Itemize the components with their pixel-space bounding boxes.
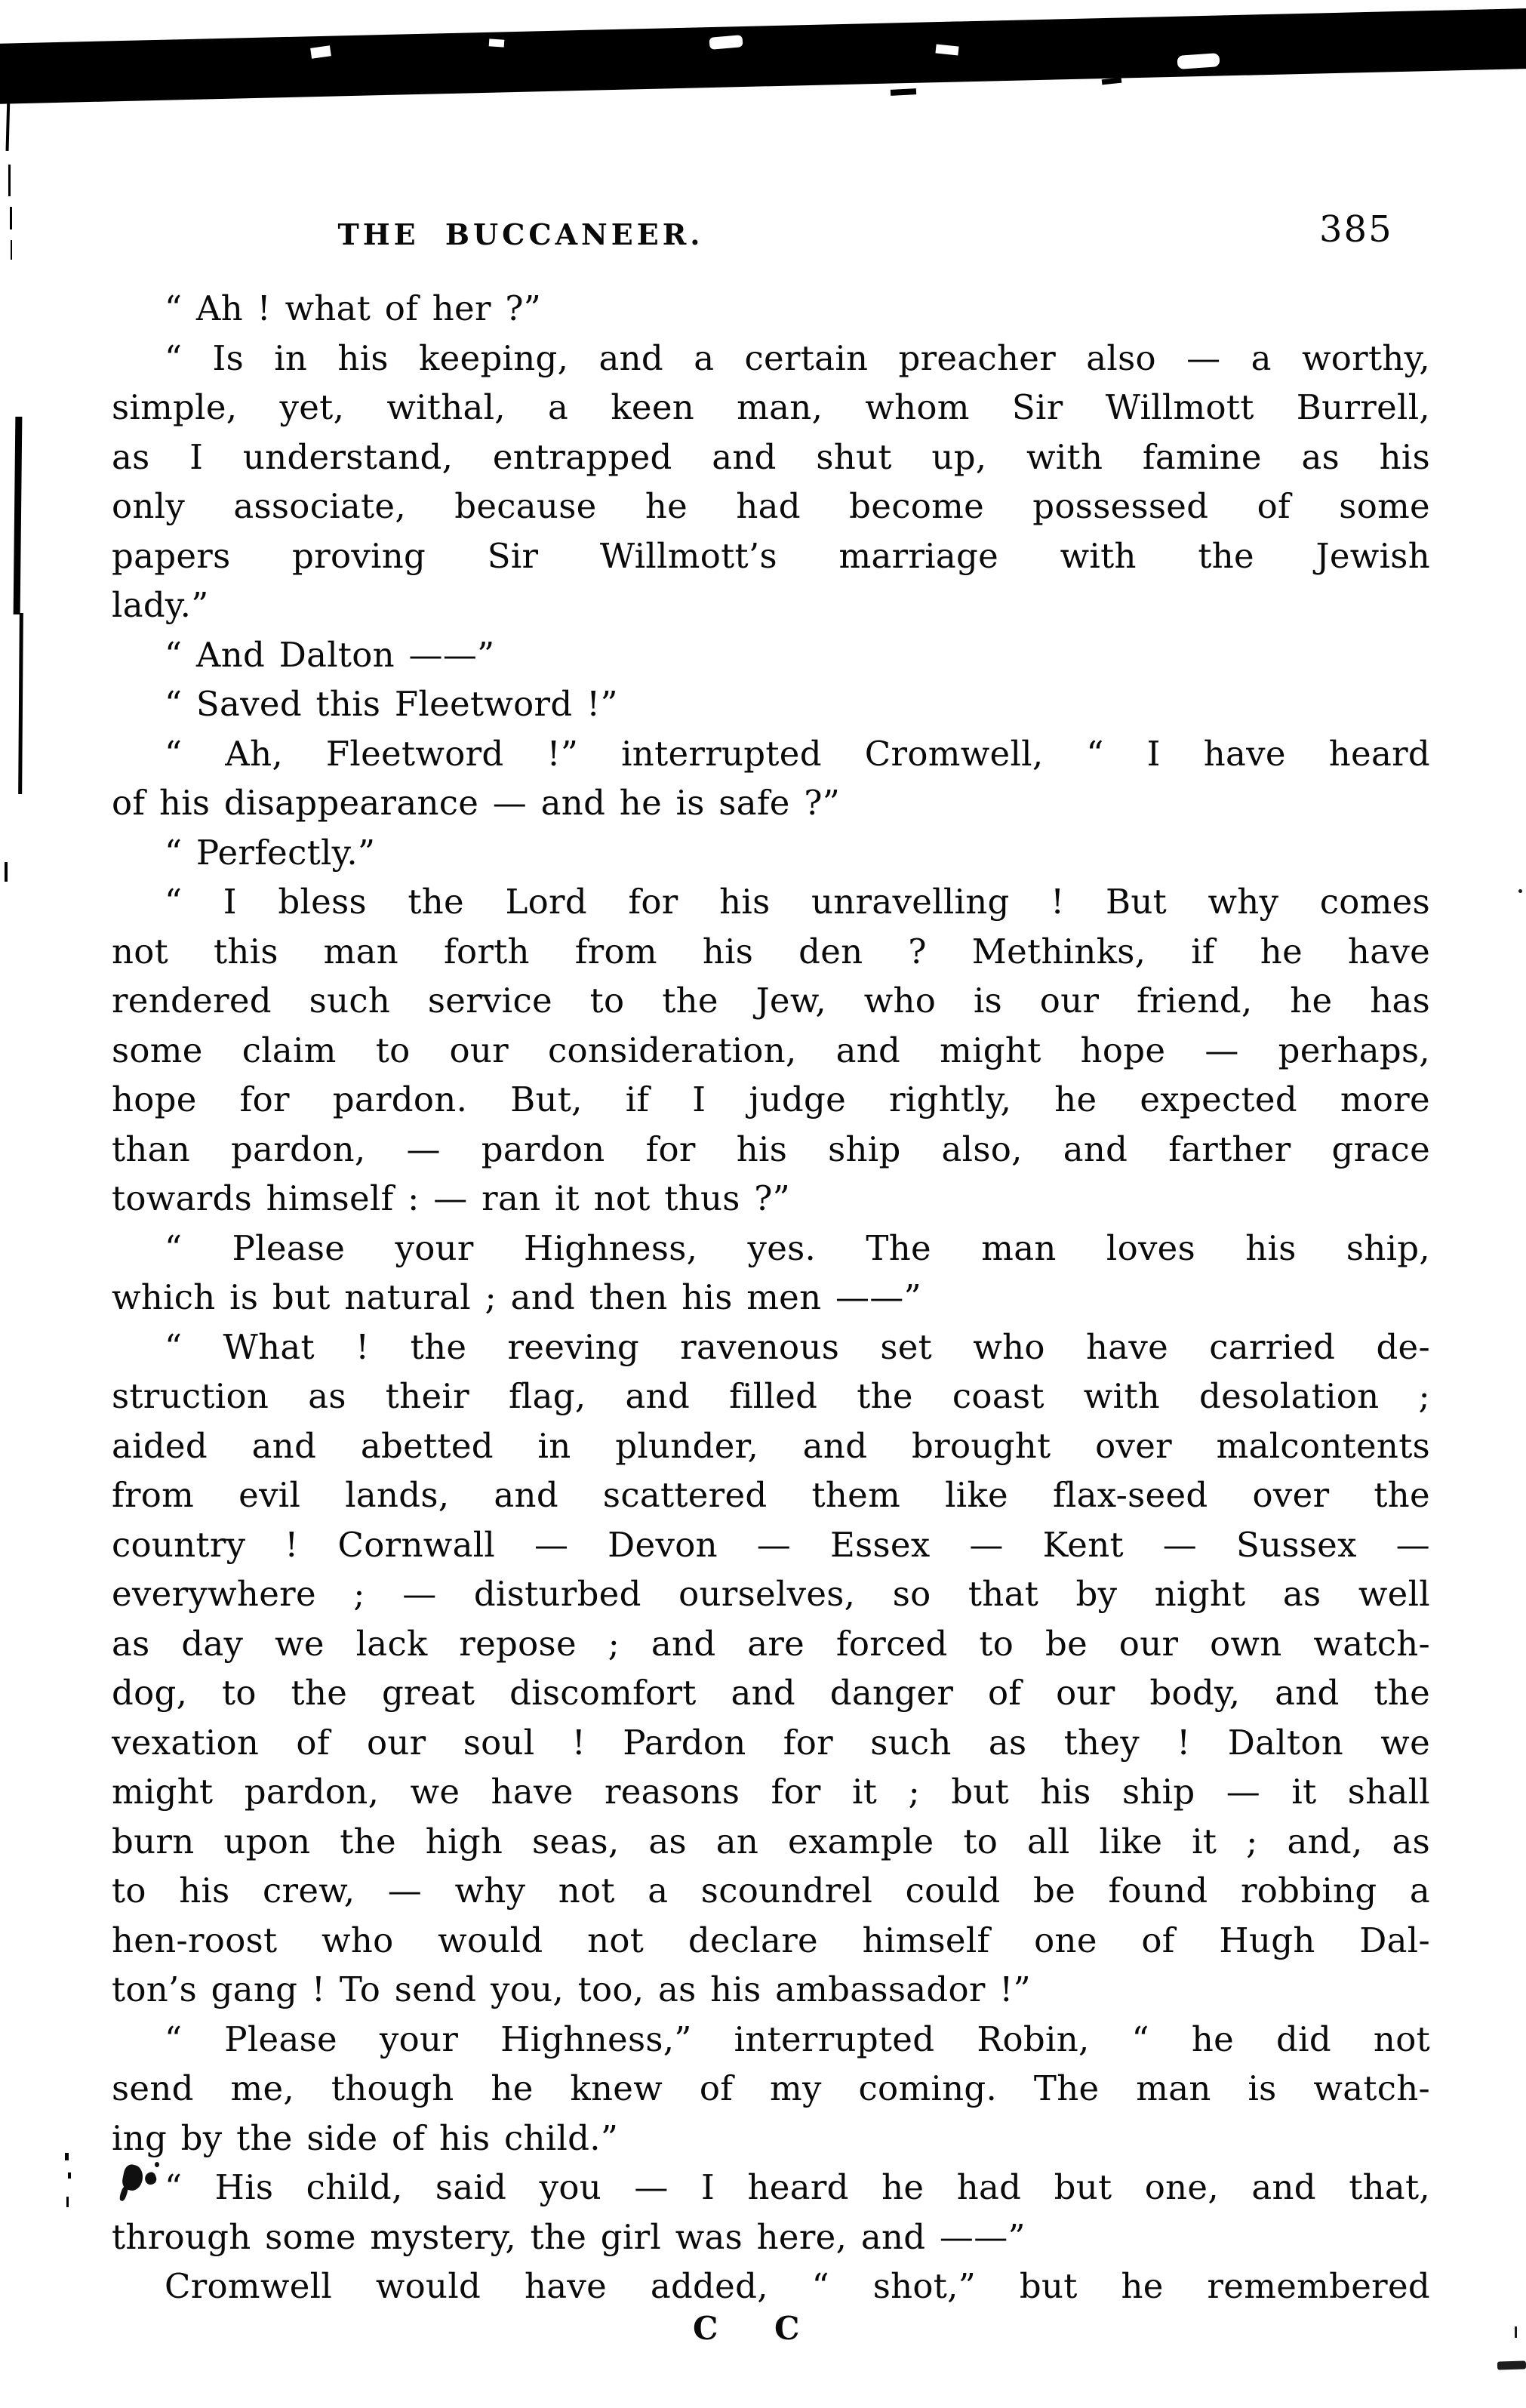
text-block (112, 284, 1430, 2311)
scan-edge-bar (0, 8, 1526, 104)
text-line: rendered such service to the Jew, who is our friend, he has (112, 981, 1430, 1021)
text-line: lady.” (112, 585, 209, 625)
text-line: send me, though he knew of my coming. The man is watch- (112, 2068, 1430, 2108)
margin-mark (65, 2153, 69, 2160)
text-line: as day we lack repose ; and are forced to be our own watch- (112, 1623, 1430, 1664)
text-line: from evil lands, and scattered them like flax-seed over the (112, 1475, 1430, 1515)
text-line: to his crew, — why not a scoundrel could be found robbing a (112, 1871, 1430, 1911)
edge-smudge (1497, 2360, 1526, 2370)
text-line: only associate, because he had become possessed of some (112, 486, 1430, 526)
text-line: hen-roost who would not declare himself one of Hugh Dal- (112, 1920, 1430, 1960)
text-line: vexation of our soul ! Pardon for such as they ! Dalton we (112, 1722, 1430, 1763)
text-line: simple, yet, withal, a keen man, whom Sir Willmott Burrell, (112, 387, 1430, 427)
text-line: not this man forth from his den ? Methinks, if he have (112, 931, 1430, 972)
scan-speck (891, 88, 916, 96)
text-line: hope for pardon. But, if I judge rightly, he expected more (112, 1079, 1430, 1119)
scan-speck (1102, 78, 1122, 85)
text-line: through some mystery, the girl was here, and ——” (112, 2216, 1026, 2257)
text-line: ton’s gang ! To send you, too, as his ambassador !” (112, 1969, 1031, 2009)
text-line: which is but natural ; and then his men ——” (112, 1277, 921, 1317)
text-line: some claim to our consideration, and might hope — perhaps, (112, 1030, 1430, 1070)
scan-speck (489, 38, 505, 47)
text-line: “ Please your Highness, yes. The man loves his ship, (165, 1227, 1430, 1268)
text-line: “ Perfectly.” (165, 832, 376, 873)
margin-mark (14, 417, 23, 614)
text-line: country ! Cornwall — Devon — Essex — Kent — Sussex — (112, 1524, 1430, 1565)
text-line: papers proving Sir Willmott’s marriage with the Jewish (112, 535, 1430, 576)
margin-mark (18, 613, 23, 794)
text-line: “ What ! the reeving ravenous set who have carried de- (165, 1326, 1430, 1367)
text-line: of his disappearance — and he is safe ?” (112, 783, 841, 823)
text-line: might pardon, we have reasons for it ; but his ship — it shall (112, 1772, 1430, 1812)
text-line: “ Is in his keeping, and a certain preacher also — a worthy, (165, 337, 1430, 378)
text-line: ing by the side of his child.” (112, 2117, 619, 2158)
printers-signature: C C (693, 2310, 823, 2347)
text-line: struction as their flag, and filled the coast with desolation ; (112, 1376, 1430, 1416)
text-line: Cromwell would have added, “ shot,” but he remembered (165, 2266, 1430, 2306)
edge-smudge (1518, 889, 1522, 893)
text-line: “ Saved this Fleetword !” (165, 684, 618, 724)
text-line: “ Ah ! what of her ?” (165, 288, 542, 328)
margin-mark (5, 862, 8, 882)
margin-mark (11, 240, 12, 260)
text-line: “ I bless the Lord for his unravelling ! But why comes (165, 882, 1430, 922)
text-line: everywhere ; — disturbed ourselves, so that by night as well (112, 1574, 1430, 1614)
text-line: burn upon the high seas, as an example to all like it ; and, as (112, 1821, 1430, 1861)
margin-mark (8, 165, 11, 196)
text-line: “ His child, said you — I heard he had but one, and that, (165, 2167, 1430, 2207)
running-head-title: THE BUCCANEER. (337, 217, 704, 251)
text-line: as I understand, entrapped and shut up, with famine as his (112, 436, 1430, 477)
text-line: than pardon, — pardon for his ship also, and farther grace (112, 1129, 1430, 1169)
page-number: 385 (1319, 208, 1393, 251)
margin-mark (68, 2172, 71, 2179)
edge-smudge (1515, 2326, 1517, 2338)
margin-mark (66, 2197, 69, 2207)
text-line: dog, to the great discomfort and danger of our body, and the (112, 1673, 1430, 1713)
text-line: aided and abetted in plunder, and brought over malcontents (112, 1425, 1430, 1466)
text-line: “ Ah, Fleetword !” interrupted Cromwell, “ I have heard (165, 733, 1430, 774)
text-line: “ And Dalton ——” (165, 634, 495, 675)
margin-mark (10, 207, 12, 229)
text-line: towards himself : — ran it not thus ?” (112, 1178, 790, 1218)
text-line: “ Please your Highness,” interrupted Robin, “ he did not (165, 2018, 1430, 2059)
